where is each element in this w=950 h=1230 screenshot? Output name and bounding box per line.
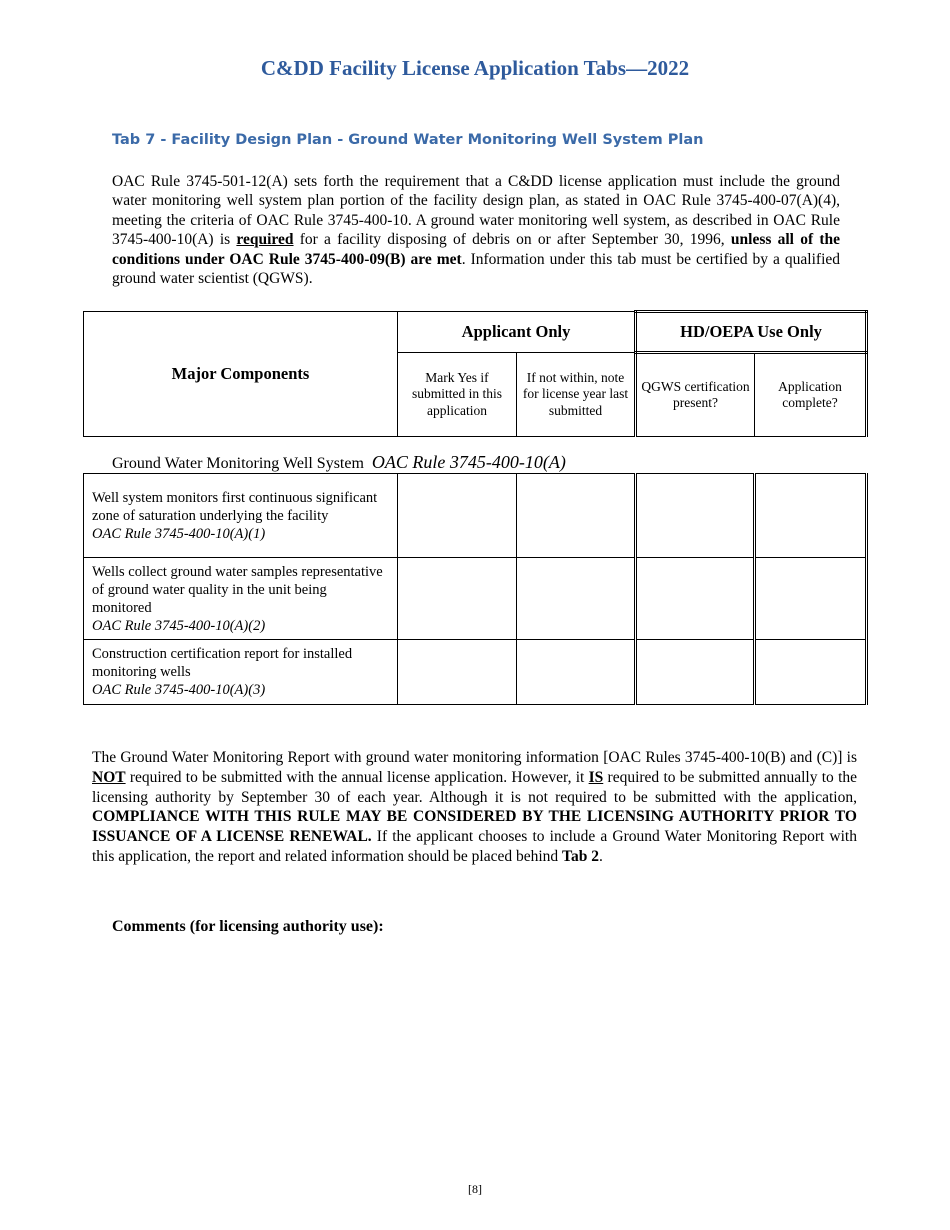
row-text: Wells collect ground water samples representative of ground water quality in the unit being monitored — [92, 563, 383, 616]
report-text-2: required to be submitted with the annual license application. However, it — [125, 768, 589, 786]
intro-required: required — [236, 231, 294, 249]
qgws-cell[interactable] — [636, 558, 755, 640]
complete-cell[interactable] — [755, 558, 867, 640]
table-row — [84, 474, 867, 558]
report-paragraph — [92, 748, 857, 867]
components-header-table — [83, 310, 868, 437]
not-within-cell[interactable] — [517, 640, 636, 705]
report-compliance-caps: COMPLIANCE WITH THIS RULE MAY BE CONSIDERED BY THE LICENSING AUTHORITY PRIOR TO ISSUANCE OF A LICENSE RENEWAL. — [92, 808, 857, 846]
intro-text-1: OAC Rule 3745-501-12(A) sets forth the requirement that a C&DD license application must include the ground water monitoring well system plan portion of the facility design plan, as stated in OAC Rule 3745-400-07(A)(4), meeting the criteria of OAC Rule 3745-400-10. A ground water monitoring well system, as described in OAC Rule 3745-400-10(A) is — [112, 173, 840, 249]
components-table — [83, 473, 868, 705]
mark-yes-cell[interactable] — [398, 558, 517, 640]
major-components-header: Major Components — [84, 312, 398, 437]
mark-yes-cell[interactable] — [398, 474, 517, 558]
col-mark-yes-header: Mark Yes if submitted in this application — [398, 353, 517, 437]
tab-heading: Tab 7 - Facility Design Plan - Ground Water Monitoring Well System Plan — [112, 132, 704, 148]
complete-cell[interactable] — [755, 474, 867, 558]
document-title: C&DD Facility License Application Tabs—2022 — [260, 56, 690, 80]
complete-cell[interactable] — [755, 640, 867, 705]
col-qgws-header: QGWS certification present? — [636, 353, 755, 437]
report-text-5: . — [598, 847, 603, 865]
hd-oepa-header: HD/OEPA Use Only — [636, 312, 867, 353]
row-rule: OAC Rule 3745-400-10(A)(3) — [92, 682, 266, 698]
row-description — [84, 474, 398, 558]
not-within-cell[interactable] — [517, 558, 636, 640]
report-is: IS — [588, 768, 604, 786]
section-rule: OAC Rule 3745-400-10(A) — [371, 452, 566, 472]
report-text-3: required to be submitted annually to the licensing authority by September 30 of each year. Although it is not required to be submitted with the application, — [92, 768, 858, 806]
mark-yes-cell[interactable] — [398, 640, 517, 705]
row-text: Well system monitors first continuous significant zone of saturation underlying the facility — [92, 489, 378, 524]
row-description — [84, 640, 398, 705]
row-rule: OAC Rule 3745-400-10(A)(2) — [92, 617, 266, 634]
col-not-within-header: If not within, note for license year last submitted — [517, 353, 636, 437]
report-text-1: The Ground Water Monitoring Report with ground water monitoring information [OAC Rules 3745-400-10(B) and (C)] is — [92, 749, 857, 766]
table-row — [84, 558, 867, 640]
intro-text-3: . Information under this tab must be certified by a qualified ground water scientist (QGWS). — [112, 250, 841, 288]
comments-label: Comments (for licensing authority use): — [112, 918, 384, 935]
intro-bold-condition: unless all of the conditions under OAC Rule 3745-400-09(B) are met — [112, 231, 840, 268]
qgws-cell[interactable] — [636, 474, 755, 558]
row-text: Construction certification report for installed monitoring wells — [92, 646, 353, 680]
report-not: NOT — [92, 768, 126, 786]
col-complete-header: Application complete? — [755, 353, 867, 437]
intro-paragraph — [112, 172, 840, 288]
report-tab-ref: Tab 2 — [562, 847, 599, 865]
intro-text-2: for a facility disposing of debris on or after September 30, 1996, — [293, 231, 731, 249]
page-number: [8] — [468, 1182, 482, 1196]
report-text-4: If the applicant chooses to include a Ground Water Monitoring Report with this application, the report and related information should be placed behind — [92, 828, 857, 865]
table-row — [84, 640, 867, 705]
row-description — [84, 558, 398, 640]
section-label — [112, 452, 566, 473]
qgws-cell[interactable] — [636, 640, 755, 705]
section-label-text: Ground Water Monitoring Well System — [112, 455, 364, 472]
not-within-cell[interactable] — [517, 474, 636, 558]
row-rule: OAC Rule 3745-400-10(A)(1) — [92, 525, 266, 542]
applicant-only-header: Applicant Only — [398, 312, 636, 353]
